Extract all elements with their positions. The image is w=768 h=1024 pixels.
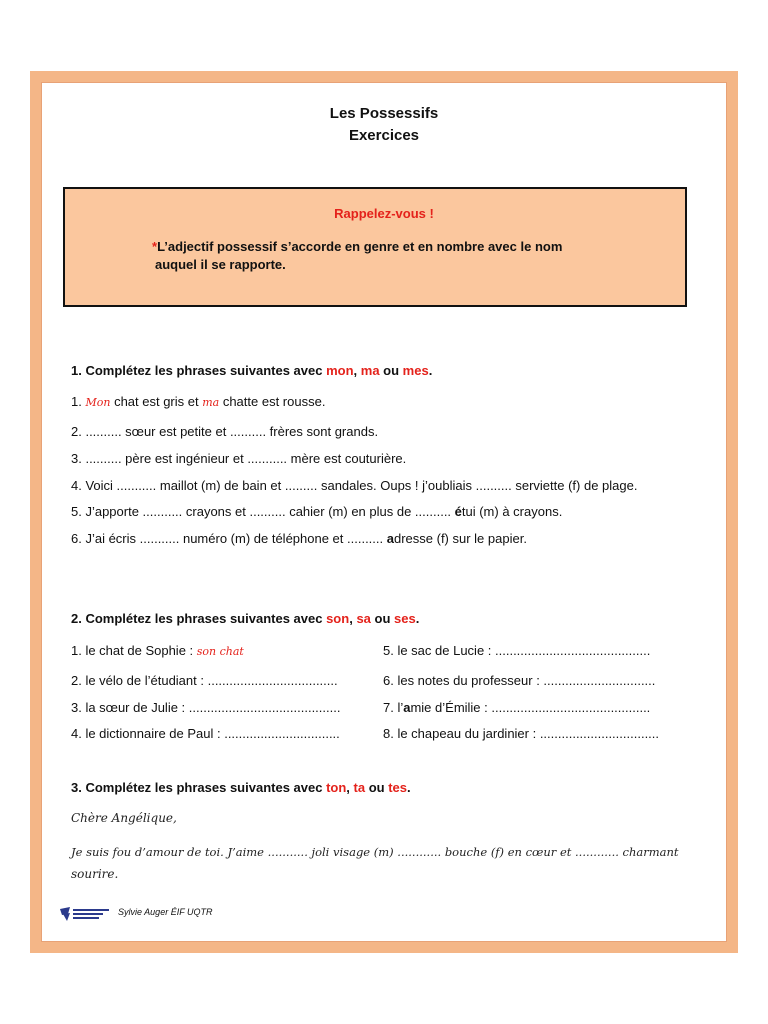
- word-mon: mon: [326, 363, 354, 378]
- ex2-item-6: 6. les notes du professeur : ...............................: [383, 673, 656, 688]
- answer-mon: Mon: [85, 396, 111, 409]
- heading-text: 3. Complétez les phrases suivantes avec: [71, 780, 327, 795]
- word-sa: sa: [356, 611, 371, 626]
- hint-letter: é: [454, 504, 462, 519]
- sep: ,: [353, 363, 361, 378]
- text: mie d’Émilie : ............................................: [410, 700, 651, 715]
- period: .: [428, 363, 433, 378]
- answer-ma: ma: [202, 396, 220, 409]
- sep: ou: [365, 780, 389, 795]
- word-son: son: [326, 611, 350, 626]
- sep: ou: [370, 611, 395, 626]
- reminder-heading: Rappelez-vous !: [334, 206, 434, 221]
- word-ta: ta: [353, 780, 366, 795]
- ex1-sentence-1: [71, 394, 325, 409]
- text: tui (m) à crayons.: [461, 504, 563, 519]
- text: chatte est rousse.: [219, 394, 326, 409]
- footer-author: Sylvie Auger ÉIF UQTR: [118, 907, 213, 917]
- period: .: [407, 780, 411, 795]
- word-ma: ma: [360, 363, 380, 378]
- num: 1.: [71, 394, 86, 409]
- ex2-item-1: [71, 643, 244, 658]
- heading-text: 2. Complétez les phrases suivantes avec: [71, 611, 327, 626]
- word-mes: mes: [402, 363, 429, 378]
- school-logo: [58, 905, 114, 923]
- hint-letter: a: [386, 531, 394, 546]
- ex2-item-3: 3. la sœur de Julie : ..........................................: [71, 700, 341, 715]
- bullet-asterisk: *: [152, 239, 158, 254]
- hint-letter: a: [403, 700, 411, 715]
- period: .: [415, 611, 420, 626]
- text: 1. le chat de Sophie :: [71, 643, 197, 658]
- ex2-item-7: [383, 700, 650, 715]
- letter-line-1: Je suis fou d’amour de toi. J’aime ........... joli visage (m) ............ bouche (f) en cœur et ............ charmant: [71, 845, 679, 859]
- sep: ,: [349, 611, 357, 626]
- ex1-sentence-5: [71, 504, 562, 519]
- exercise3-heading: [71, 780, 411, 795]
- text: 5. J’apporte ........... crayons et .......... cahier (m) en plus de ..........: [71, 504, 455, 519]
- letter-line-2: sourire.: [71, 867, 119, 881]
- exercise1-heading: [71, 363, 432, 378]
- exercise2-heading: [71, 611, 419, 626]
- word-tes: tes: [388, 780, 407, 795]
- letter-greeting: Chère Angélique,: [71, 811, 177, 825]
- word-ton: ton: [326, 780, 347, 795]
- reminder-rule-line1: [152, 239, 562, 254]
- heading-text: 1. Complétez les phrases suivantes avec: [71, 363, 327, 378]
- ex2-item-5: 5. le sac de Lucie : ...........................................: [383, 643, 651, 658]
- rule-text-1: L’adjectif possessif s’accorde en genre et en nombre avec le nom: [157, 239, 563, 254]
- ex2-item-2: 2. le vélo de l’étudiant : ....................................: [71, 673, 338, 688]
- text: chat est gris et: [110, 394, 203, 409]
- sep: ,: [346, 780, 354, 795]
- text: dresse (f) sur le papier.: [393, 531, 527, 546]
- ex2-item-4: 4. le dictionnaire de Paul : ................................: [71, 726, 340, 741]
- page-title: Les Possessifs: [329, 105, 439, 122]
- ex1-sentence-2: 2. .......... sœur est petite et .......... frères sont grands.: [71, 424, 379, 439]
- ex1-sentence-4: 4. Voici ........... maillot (m) de bain et ......... sandales. Oups ! j’oubliais .......... serviette (f) de plage.: [71, 478, 638, 493]
- ex1-sentence-3: 3. .......... père est ingénieur et ........... mère est couturière.: [71, 451, 407, 466]
- word-ses: ses: [394, 611, 416, 626]
- page-subtitle: Exercices: [348, 127, 420, 144]
- text: 6. J’ai écris ........... numéro (m) de téléphone et ..........: [71, 531, 387, 546]
- answer-son-chat: son chat: [196, 645, 244, 658]
- ex2-item-8: 8. le chapeau du jardinier : .................................: [383, 726, 660, 741]
- text: 7. l’: [383, 700, 404, 715]
- ex1-sentence-6: [71, 531, 527, 546]
- reminder-rule-line2: auquel il se rapporte.: [155, 257, 286, 272]
- sep: ou: [379, 363, 403, 378]
